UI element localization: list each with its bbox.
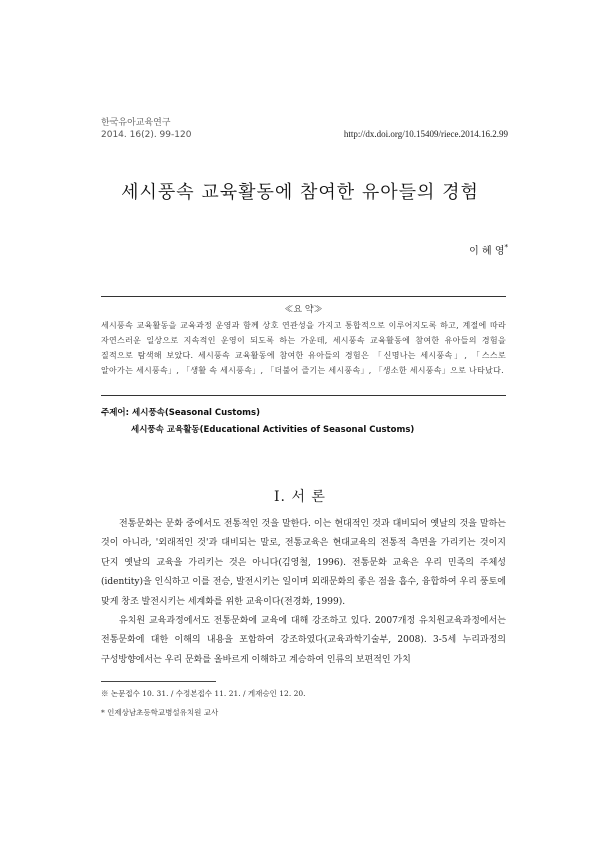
keyword-2: 세시풍속 교육활동(Educational Activities of Seasonal Customs) xyxy=(131,425,415,435)
doi-link[interactable]: http://dx.doi.org/10.15409/riece.2014.16.2.99 xyxy=(343,129,508,139)
journal-citation: 2014. 16(2). 99-120 xyxy=(101,130,192,140)
footnotes xyxy=(101,684,306,722)
paper-title: 세시풍속 교육활동에 참여한 유아들의 경험 xyxy=(121,182,479,203)
abstract-top-rule xyxy=(101,296,506,297)
journal-name: 한국유아교육연구 xyxy=(101,118,171,128)
footnote-dates: ※ 논문접수 10. 31. / 수정본접수 11. 21. / 게재승인 12. 20. xyxy=(101,689,306,698)
keywords-label: 주제어: xyxy=(101,408,130,418)
body-text xyxy=(101,515,506,670)
keywords xyxy=(101,405,414,439)
abstract-bottom-rule xyxy=(101,395,506,396)
keyword-line-1 xyxy=(101,405,414,422)
journal-info xyxy=(101,117,191,141)
paragraph-1: 전통문화는 문화 중에서도 전통적인 것을 말한다. 이는 현대적인 것과 대비되어 옛날의 것을 말하는 것이 아니라, '외래적인 것'과 대비되는 말로, 전통교육은 현대교육의 전통적 측면을 가리키는 것이지 단지 옛날의 교육을 가리키는 것은 아니다(김영철, 1996). 전통문화 교육은 우리 민족의 주체성(identity)을 인식하고 이를 전승, 발전시키는 일이며 외래문화의 좋은 점을 흡수, 융합하여 우리 풍토에 맞게 창조 발전시키는 세계화를 위한 교육이다(전경화, 1999). xyxy=(101,519,506,607)
paragraph-2: 유치원 교육과정에서도 전통문화에 교육에 대해 강조하고 있다. 2007개정 유치원교육과정에서는 전통문화에 대한 이해의 내용을 포함하여 강조하였다(교육과학기술부, 2008). 3-5세 누리과정의 구성방향에서는 우리 문화를 올바르게 이해하고 계승하여 인류의 보편적인 가치 xyxy=(101,616,506,665)
author xyxy=(469,242,508,257)
section-heading: Ⅰ. 서 론 xyxy=(274,489,326,505)
author-footnote-mark: * xyxy=(504,243,508,252)
keyword-1: 세시풍속(Seasonal Customs) xyxy=(132,408,260,418)
abstract-heading: ≪요 약≫ xyxy=(284,305,323,315)
abstract-text: 세시풍속 교육활동을 교육과정 운영과 함께 상호 연관성을 가지고 통합적으로 이루어지도록 하고, 계절에 따라 자연스러운 일상으로 지속적인 운영이 되도록 하는 가운데, 세시풍속 교육활동에 참여한 유아들의 경험을 질적으로 탐색해 보았다. 세시풍속 교육활동에 참여한 유아들의 경험은 「신명나는 세시풍속」, 「스스로 알아가는 세시풍속」, 「생활 속 세시풍속」, 「더불어 즐기는 세시풍속」, 「생소한 세시풍속」으로 나타났다. xyxy=(101,321,506,375)
footnote-rule xyxy=(101,681,216,682)
author-name: 이 혜 영 xyxy=(469,246,505,257)
footnote-affiliation: * 인제상남초등학교병설유치원 교사 xyxy=(101,708,219,717)
